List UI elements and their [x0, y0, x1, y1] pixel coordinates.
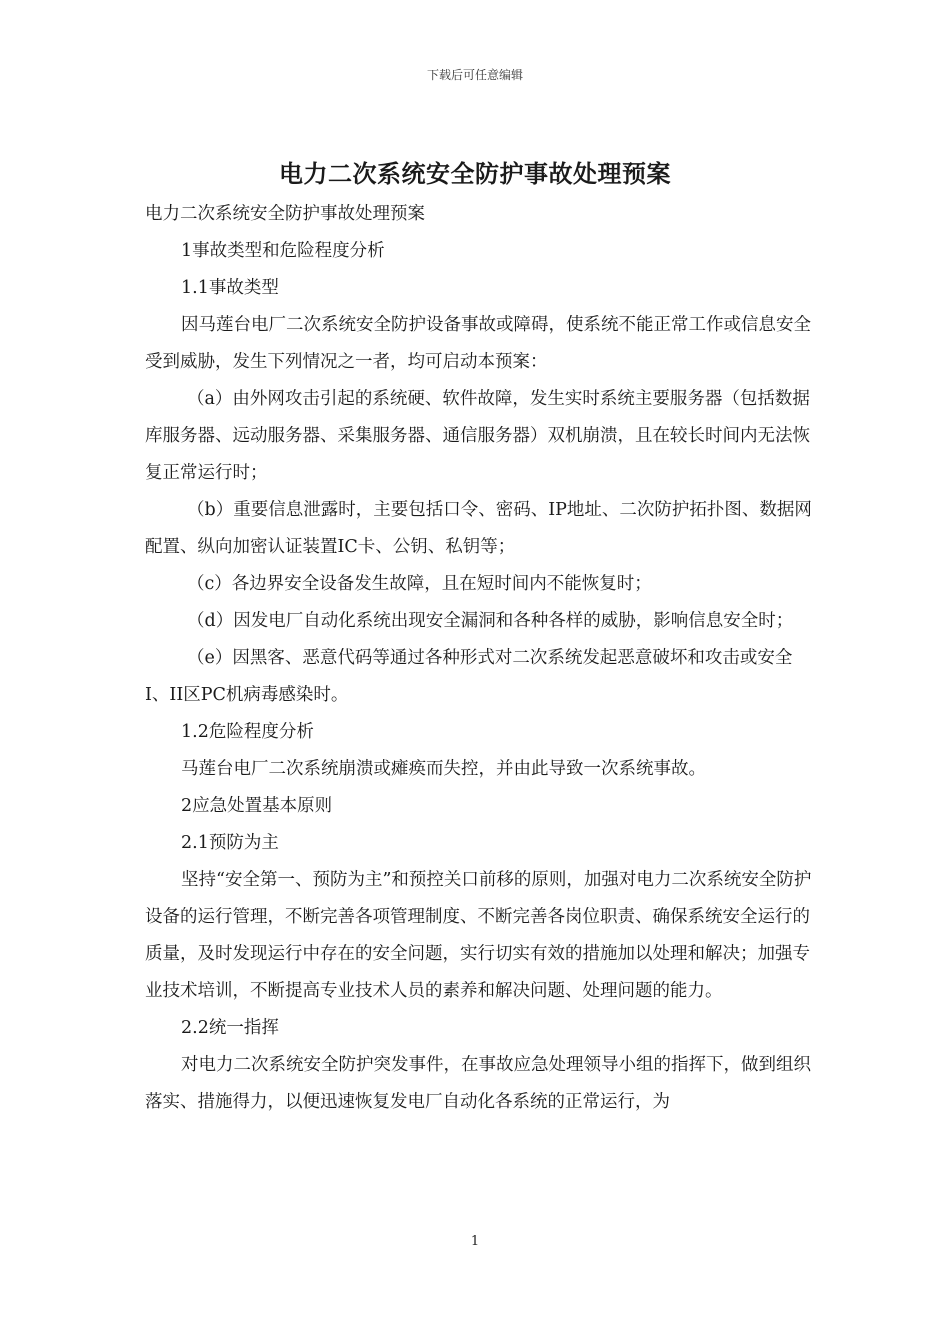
header-note: 下载后可任意编辑 — [426, 68, 523, 82]
body-paragraph: 因马莲台电厂二次系统安全防护设备事故或障碍，使系统不能正常工作或信息安全受到威胁，发生下列情况之一者，均可启动本预案： — [145, 315, 811, 372]
body-paragraph: 马莲台电厂二次系统崩溃或瘫痪而失控，并由此导致一次系统事故。 — [181, 759, 706, 779]
body-paragraph: 电力二次系统安全防护事故处理预案 — [145, 204, 425, 224]
page-number: 1 — [470, 1234, 480, 1249]
list-item: （c）各边界安全设备发生故障，且在短时间内不能恢复时； — [187, 574, 652, 594]
body-paragraph: 坚持“安全第一、预防为主”和预控关口前移的原则，加强对电力二次系统安全防护设备的运行管理，不断完善各项管理制度、不断完善各岗位职责、确保系统安全运行的质量，及时发现运行中存在的安全问题，实行切实有效的措施加以处理和解决；加强专业技术培训，不断提高专业技术人员的素养和解决问题、处理问题的能力。 — [145, 870, 812, 1001]
section-heading: 2应急处置基本原则 — [181, 796, 333, 816]
body-paragraph: 对电力二次系统安全防护突发事件，在事故应急处理领导小组的指挥下，做到组织落实、措施得力，以便迅速恢复发电厂自动化各系统的正常运行，为 — [145, 1055, 811, 1112]
subsection-heading: 1.2危险程度分析 — [181, 722, 314, 742]
subsection-heading: 1.1事故类型 — [181, 278, 279, 298]
list-item: （d）因发电厂自动化系统出现安全漏洞和各种各样的威胁，影响信息安全时； — [187, 611, 794, 631]
document-body — [145, 196, 813, 1121]
subsection-heading: 2.2统一指挥 — [181, 1018, 279, 1038]
subsection-heading: 2.1预防为主 — [181, 833, 279, 853]
document-title: 电力二次系统安全防护事故处理预案 — [279, 159, 671, 188]
section-heading: 1事故类型和危险程度分析 — [181, 241, 385, 261]
list-item: （b）重要信息泄露时，主要包括口令、密码、IP地址、二次防护拓扑图、数据网配置、纵向加密认证装置IC卡、公钥、私钥等； — [145, 500, 812, 557]
list-item: （a）由外网攻击引起的系统硬、软件故障，发生实时系统主要服务器（包括数据库服务器、远动服务器、采集服务器、通信服务器）双机崩溃，且在较长时间内无法恢复正常运行时； — [145, 389, 810, 483]
list-item: （e）因黑客、恶意代码等通过各种形式对二次系统发起恶意破坏和攻击或安全I、II区PC机病毒感染时。 — [145, 648, 793, 705]
